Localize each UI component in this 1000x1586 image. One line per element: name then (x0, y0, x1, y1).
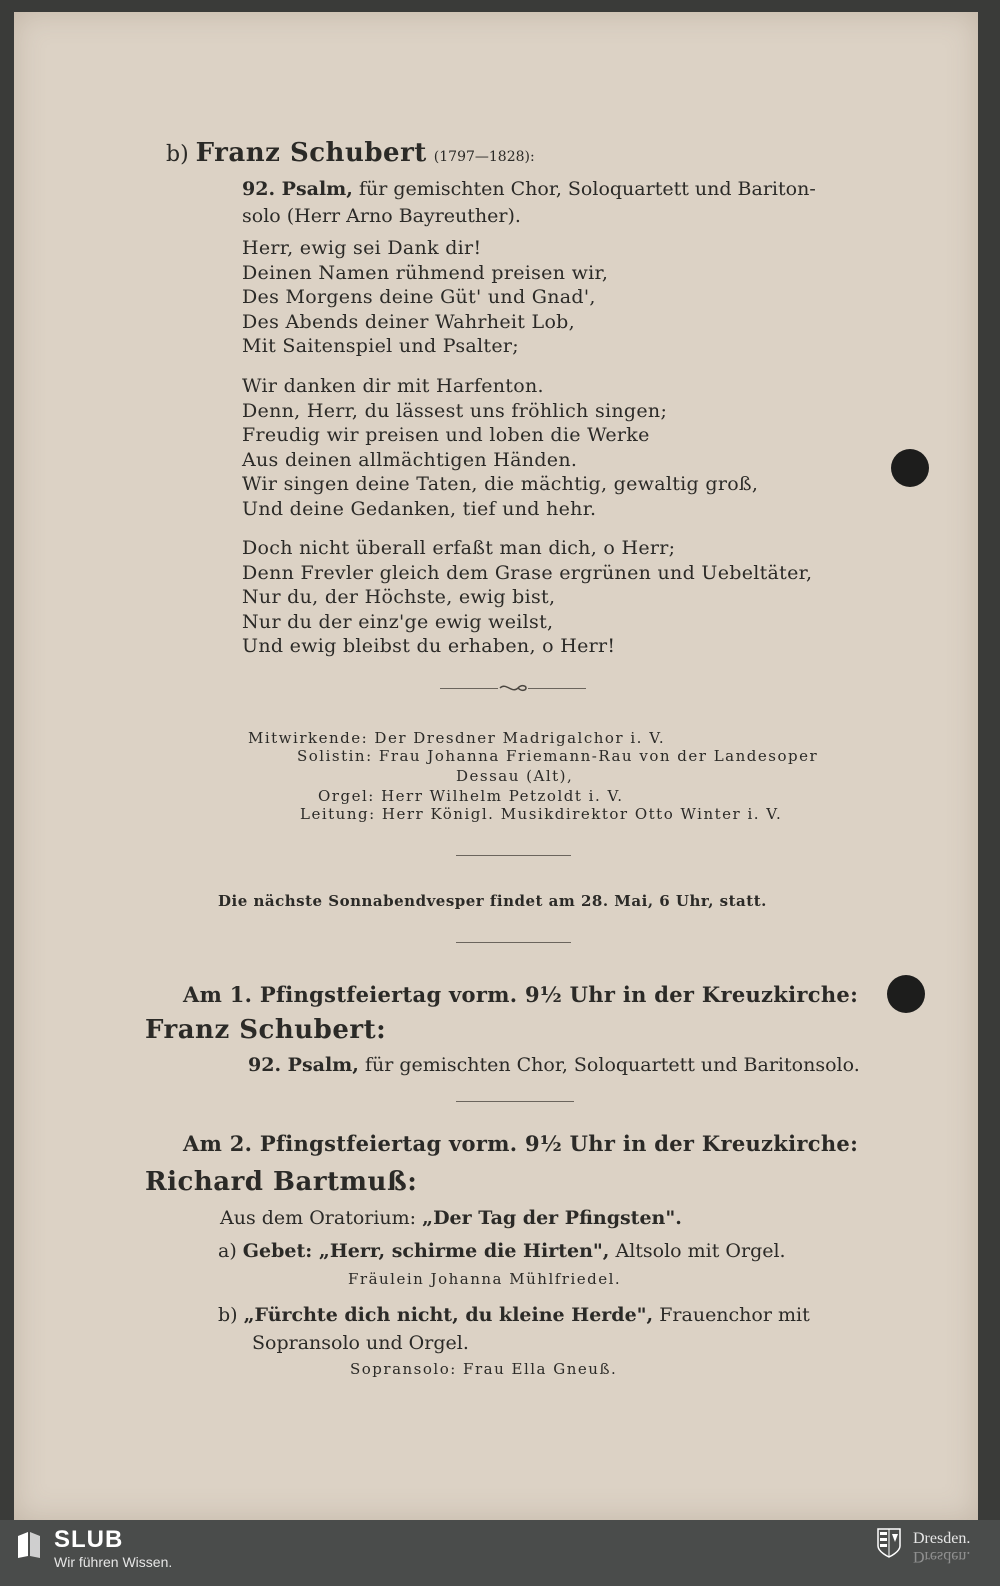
item-b (218, 1304, 810, 1326)
slub-tagline: Wir führen Wissen. (54, 1554, 173, 1570)
work-line-2: solo (Herr Arno Bayreuther). (242, 205, 521, 227)
verse-line: Denn, Herr, du lässest uns fröhlich singen; (242, 399, 668, 422)
item-marker: a) (218, 1240, 237, 1262)
ornament-rule-left (440, 688, 498, 689)
verse-line: Und ewig bleibst du erhaben, o Herr! (242, 635, 616, 658)
verse-line: Wir danken dir mit Harfenton. (242, 375, 544, 397)
pentecost-2-composer: Richard Bartmuß: (145, 1167, 418, 1197)
pentecost-1-heading: Am 1. Pfingstfeiertag vorm. 9½ Uhr in der Kreuzkirche: (183, 982, 859, 1007)
verse-line: Denn Frevler gleich dem Grase ergrünen und Uebeltäter, (242, 561, 813, 584)
work-description: für gemischten Chor, Soloquartett und Bariton- (358, 178, 816, 200)
punch-hole (887, 975, 925, 1013)
ornament-icon (498, 682, 528, 694)
section-marker: b) (166, 142, 189, 167)
work-description: für gemischten Chor, Soloquartett und Baritonsolo. (364, 1054, 860, 1076)
slub-logo-icon (14, 1530, 44, 1560)
work-title: 92. Psalm, (242, 178, 353, 200)
verse-line: Nur du, der Höchste, ewig bist, (242, 586, 556, 609)
work-title: 92. Psalm, (248, 1054, 359, 1076)
verse-line: Nur du der einz'ge ewig weilst, (242, 610, 554, 633)
next-vesper-notice: Die nächste Sonnabendvesper findet am 28. Mai, 6 Uhr, statt. (218, 892, 767, 910)
dresden-crest-icon (877, 1528, 901, 1558)
credits-conductor: Leitung: Herr Königl. Musikdirektor Otto Winter i. V. (300, 805, 783, 823)
verse-line: Des Abends deiner Wahrheit Lob, (242, 310, 575, 333)
verse-line: Herr, ewig sei Dank dir! (242, 237, 482, 259)
divider (456, 855, 571, 856)
pentecost-1-composer: Franz Schubert: (145, 1015, 387, 1045)
item-description: Altsolo mit Orgel. (615, 1240, 786, 1262)
slub-brand[interactable]: SLUB (54, 1526, 124, 1553)
credits-soloist-cont: Dessau (Alt), (456, 767, 574, 785)
verse-line: Deinen Namen rühmend preisen wir, (242, 261, 609, 284)
credits-performers: Mitwirkende: Der Dresdner Madrigalchor i. V. (248, 729, 666, 747)
section-b-heading (166, 138, 535, 168)
verse-line: Wir singen deine Taten, die mächtig, gewaltig groß, (242, 473, 759, 496)
ornament-rule-right (528, 688, 586, 689)
verse-line: Aus deinen allmächtigen Händen. (242, 448, 578, 471)
item-b-line-2: Sopransolo und Orgel. (252, 1332, 469, 1354)
verse-line: Doch nicht überall erfaßt man dich, o Herr; (242, 537, 676, 559)
item-description: Frauenchor mit (659, 1304, 810, 1326)
pentecost-1-work (248, 1054, 860, 1076)
divider (456, 942, 571, 943)
item-title: „Fürchte dich nicht, du kleine Herde", (243, 1304, 654, 1326)
divider (456, 1101, 574, 1102)
item-marker: b) (218, 1304, 238, 1326)
verse-stanza-2 (242, 374, 758, 522)
verse-line: Mit Saitenspiel und Psalter; (242, 335, 519, 358)
viewer-footer (0, 1520, 1000, 1586)
verse-line: Des Morgens deine Güt' und Gnad', (242, 286, 596, 309)
dresden-label-reflection: Dresden. (913, 1548, 971, 1565)
item-a (218, 1240, 786, 1262)
oratorio-line (220, 1207, 682, 1229)
composer-years: (1797—1828): (433, 149, 535, 165)
composer-name: Franz Schubert (195, 138, 427, 168)
verse-stanza-1 (242, 236, 608, 359)
verse-line: Freudig wir preisen und loben die Werke (242, 424, 650, 447)
oratorio-title: „Der Tag der Pfingsten". (422, 1207, 682, 1229)
verse-line: Und deine Gedanken, tief und hehr. (242, 497, 597, 520)
pentecost-2-heading: Am 2. Pfingstfeiertag vorm. 9½ Uhr in der Kreuzkirche: (183, 1131, 859, 1156)
punch-hole (891, 449, 929, 487)
oratorio-prefix: Aus dem Oratorium: (220, 1207, 417, 1229)
verse-stanza-3 (242, 536, 812, 659)
work-line-1 (242, 176, 816, 203)
credits-organ: Orgel: Herr Wilhelm Petzoldt i. V. (318, 787, 624, 805)
item-b-performer: Sopransolo: Frau Ella Gneuß. (350, 1360, 618, 1378)
dresden-label[interactable]: Dresden. (913, 1530, 971, 1547)
item-title: Gebet: „Herr, schirme die Hirten", (242, 1240, 610, 1262)
item-a-performer: Fräulein Johanna Mühlfriedel. (348, 1270, 622, 1288)
credits-soloist: Solistin: Frau Johanna Friemann-Rau von der Landesoper (297, 747, 819, 765)
